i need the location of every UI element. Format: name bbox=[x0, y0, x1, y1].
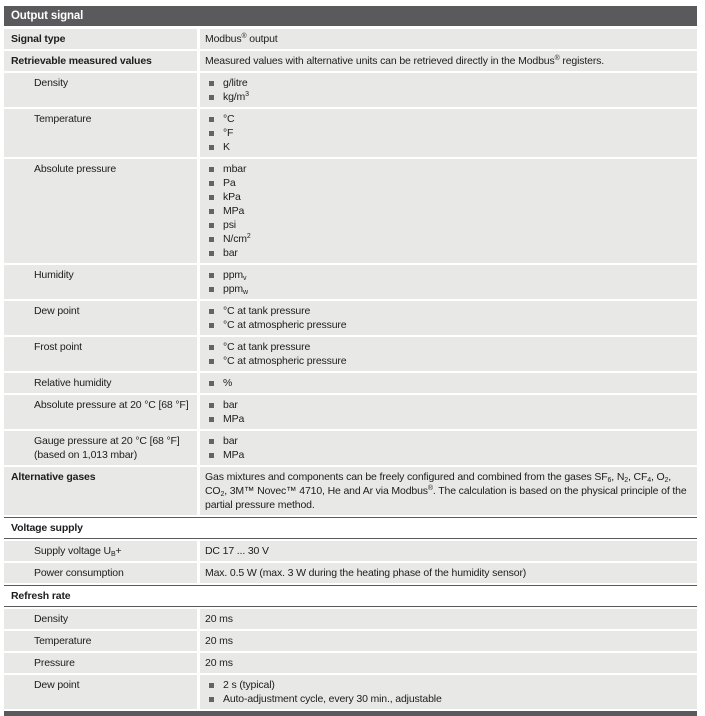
bullet-square-icon bbox=[209, 287, 214, 292]
bullet-item bbox=[205, 246, 687, 260]
row-label: Retrievable measured values bbox=[4, 51, 197, 71]
row-label: Humidity bbox=[4, 265, 197, 299]
row-value: Max. 0.5 W (max. 3 W during the heating phase of the humidity sensor) bbox=[200, 563, 697, 583]
bullet-square-icon bbox=[209, 237, 214, 242]
bullet-square-icon bbox=[209, 145, 214, 150]
row-value bbox=[200, 675, 697, 709]
spec-table-rows bbox=[4, 29, 697, 709]
bullet-square-icon bbox=[209, 181, 214, 186]
bullet-label: kPa bbox=[223, 191, 241, 203]
row-label: Alternative gases bbox=[4, 467, 197, 515]
bullet-label: °F bbox=[223, 127, 234, 139]
bullet-label: MPa bbox=[223, 205, 245, 217]
bullet-label: mbar bbox=[223, 163, 247, 175]
bullet-square-icon bbox=[209, 453, 214, 458]
table-bottom-border bbox=[4, 711, 697, 716]
bullet-item bbox=[205, 434, 687, 448]
bullet-square-icon bbox=[209, 439, 214, 444]
spec-table bbox=[4, 6, 697, 716]
row-value bbox=[200, 373, 697, 393]
bullet-square-icon bbox=[209, 209, 214, 214]
row-value: Gas mixtures and components can be freely configured and combined from the gases $SF_6$, $N_2$, $CF_4$, $O_2$, $CO_2$, 3M™ Novec™ 4710, He and Ar via Modbus®. The calculation is based on the physical principle of the partial pressure method. bbox=[200, 467, 697, 515]
section-header: Refresh rate bbox=[4, 585, 697, 607]
bullet-item bbox=[205, 412, 687, 426]
bullet-square-icon bbox=[209, 167, 214, 172]
row-value bbox=[200, 337, 697, 371]
row-label: Supply voltage $U_B+$ bbox=[4, 541, 197, 561]
bullet-item bbox=[205, 190, 687, 204]
bullet-item bbox=[205, 376, 687, 390]
bullet-item bbox=[205, 140, 687, 154]
table-row bbox=[4, 301, 697, 335]
bullet-label: °C at tank pressure bbox=[223, 341, 311, 353]
row-label: Density bbox=[4, 609, 197, 629]
bullet-square-icon bbox=[209, 251, 214, 256]
bullet-label: Auto-adjustment cycle, every 30 min., adjustable bbox=[223, 693, 442, 705]
row-label: Absolute pressure at 20 °C [68 °F] bbox=[4, 395, 197, 429]
bullet-label: MPa bbox=[223, 449, 245, 461]
row-label: Temperature bbox=[4, 109, 197, 157]
row-label: Pressure bbox=[4, 653, 197, 673]
row-value: Modbus® output bbox=[200, 29, 697, 49]
row-value bbox=[200, 265, 697, 299]
row-value bbox=[200, 395, 697, 429]
bullet-label: bar bbox=[223, 247, 238, 259]
row-label: Relative humidity bbox=[4, 373, 197, 393]
row-value bbox=[200, 431, 697, 465]
table-row bbox=[4, 337, 697, 371]
table-row bbox=[4, 467, 697, 515]
bullet-item bbox=[205, 232, 687, 246]
row-value: 20 ms bbox=[200, 631, 697, 651]
row-label: Frost point bbox=[4, 337, 197, 371]
bullet-label: °C at tank pressure bbox=[223, 305, 311, 317]
table-row bbox=[4, 265, 697, 299]
table-row bbox=[4, 541, 697, 561]
table-row bbox=[4, 653, 697, 673]
table-row bbox=[4, 431, 697, 465]
bullet-label: bar bbox=[223, 399, 238, 411]
row-value bbox=[200, 109, 697, 157]
row-label: Power consumption bbox=[4, 563, 197, 583]
table-row bbox=[4, 675, 697, 709]
bullet-label: °C bbox=[223, 113, 235, 125]
bullet-square-icon bbox=[209, 345, 214, 350]
bullet-item bbox=[205, 126, 687, 140]
bullet-label: K bbox=[223, 141, 230, 153]
bullet-square-icon bbox=[209, 697, 214, 702]
table-row bbox=[4, 609, 697, 629]
row-value: Measured values with alternative units can be retrieved directly in the Modbus® registers. bbox=[200, 51, 697, 71]
row-value bbox=[200, 73, 697, 107]
table-title-bar bbox=[4, 6, 697, 26]
table-row bbox=[4, 395, 697, 429]
bullet-label: psi bbox=[223, 219, 236, 231]
bullet-square-icon bbox=[209, 223, 214, 228]
bullet-item bbox=[205, 318, 687, 332]
table-row bbox=[4, 159, 697, 263]
row-label: Temperature bbox=[4, 631, 197, 651]
bullet-item bbox=[205, 112, 687, 126]
table-title: Output signal bbox=[11, 10, 84, 22]
bullet-item bbox=[205, 448, 687, 462]
bullet-item bbox=[205, 678, 687, 692]
bullet-square-icon bbox=[209, 309, 214, 314]
bullet-item bbox=[205, 90, 687, 104]
bullet-square-icon bbox=[209, 95, 214, 100]
bullet-square-icon bbox=[209, 81, 214, 86]
bullet-square-icon bbox=[209, 683, 214, 688]
bullet-item bbox=[205, 204, 687, 218]
table-row bbox=[4, 563, 697, 583]
row-value bbox=[200, 159, 697, 263]
bullet-square-icon bbox=[209, 131, 214, 136]
bullet-square-icon bbox=[209, 417, 214, 422]
row-value: 20 ms bbox=[200, 609, 697, 629]
bullet-item bbox=[205, 340, 687, 354]
bullet-label: ppm$_v$ bbox=[223, 269, 247, 282]
bullet-square-icon bbox=[209, 381, 214, 386]
bullet-label: 2 s (typical) bbox=[223, 679, 275, 691]
row-label: Dew point bbox=[4, 301, 197, 335]
table-row bbox=[4, 51, 697, 71]
bullet-label: $kg/m^3$ bbox=[223, 91, 249, 103]
row-value bbox=[200, 301, 697, 335]
bullet-square-icon bbox=[209, 323, 214, 328]
table-row bbox=[4, 109, 697, 157]
bullet-square-icon bbox=[209, 195, 214, 200]
row-label: Gauge pressure at 20 °C [68 °F] (based on 1,013 mbar) bbox=[4, 431, 197, 465]
bullet-square-icon bbox=[209, 117, 214, 122]
row-label: Dew point bbox=[4, 675, 197, 709]
table-row bbox=[4, 631, 697, 651]
bullet-item bbox=[205, 76, 687, 90]
bullet-square-icon bbox=[209, 359, 214, 364]
bullet-label: °C at atmospheric pressure bbox=[223, 355, 347, 367]
bullet-label: g/litre bbox=[223, 77, 248, 89]
bullet-label: °C at atmospheric pressure bbox=[223, 319, 347, 331]
bullet-item bbox=[205, 282, 687, 296]
table-row bbox=[4, 373, 697, 393]
bullet-item bbox=[205, 304, 687, 318]
bullet-item bbox=[205, 162, 687, 176]
row-value: DC 17 ... 30 V bbox=[200, 541, 697, 561]
bullet-label: bar bbox=[223, 435, 238, 447]
bullet-item bbox=[205, 354, 687, 368]
bullet-square-icon bbox=[209, 403, 214, 408]
row-label: Density bbox=[4, 73, 197, 107]
bullet-item bbox=[205, 692, 687, 706]
bullet-label: MPa bbox=[223, 413, 245, 425]
bullet-item bbox=[205, 218, 687, 232]
row-label: Signal type bbox=[4, 29, 197, 49]
bullet-item bbox=[205, 268, 687, 282]
row-value: 20 ms bbox=[200, 653, 697, 673]
bullet-label: $N/cm^2$ bbox=[223, 233, 251, 245]
bullet-label: % bbox=[223, 377, 233, 389]
table-row bbox=[4, 73, 697, 107]
row-label: Absolute pressure bbox=[4, 159, 197, 263]
section-header: Voltage supply bbox=[4, 517, 697, 539]
bullet-item bbox=[205, 398, 687, 412]
bullet-label: ppm$_w$ bbox=[223, 283, 248, 296]
bullet-item bbox=[205, 176, 687, 190]
table-row bbox=[4, 29, 697, 49]
bullet-square-icon bbox=[209, 273, 214, 278]
bullet-label: Pa bbox=[223, 177, 236, 189]
